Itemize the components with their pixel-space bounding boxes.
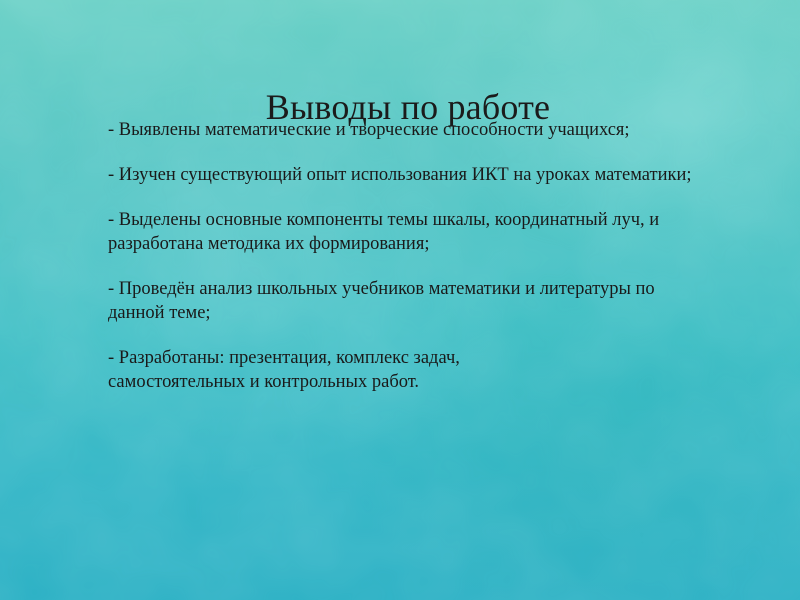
conclusions-list (108, 118, 698, 415)
conclusion-item: - Выявлены математические и творческие способности учащихся; (108, 120, 630, 140)
conclusion-item: - Проведён анализ школьных учебников математики и литературы по данной теме; (108, 279, 655, 323)
conclusion-item: - Выделены основные компоненты темы шкалы, координатный луч, и разработана методика их формирования; (108, 210, 660, 254)
conclusion-item: - Разработаны: презентация, комплекс задач, самостоятельных и контрольных работ. (108, 348, 460, 392)
slide-title: Выводы по работе (265, 87, 551, 127)
conclusion-item: - Изучен существующий опыт использования ИКТ на уроках математики; (108, 165, 692, 185)
